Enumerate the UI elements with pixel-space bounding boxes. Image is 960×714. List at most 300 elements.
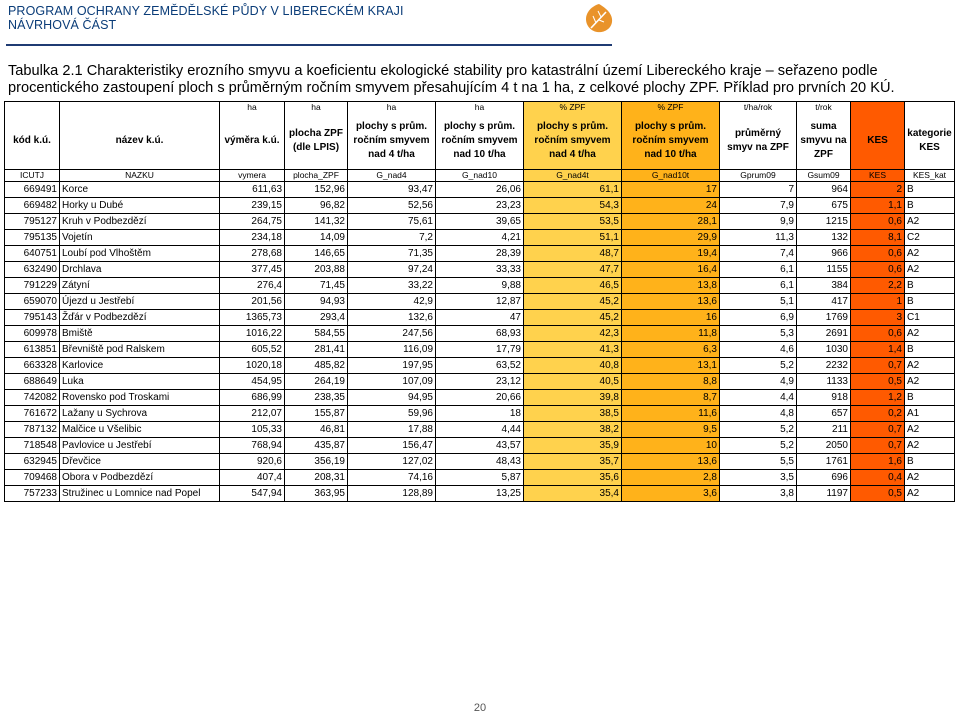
table-cell: 4,8: [720, 406, 797, 422]
unit-cell: ha: [285, 102, 348, 113]
table-cell: 16: [622, 310, 720, 326]
table-cell: Malčice u Všelibic: [60, 422, 220, 438]
table-row: [5, 342, 955, 358]
table-cell: 39,8: [524, 390, 622, 406]
table-cell: 6,1: [720, 262, 797, 278]
column-header: název k.ú.: [60, 112, 220, 170]
unit-cell: t/ha/rok: [720, 102, 797, 113]
table-cell: 2,2: [851, 278, 905, 294]
table-row: [5, 358, 955, 374]
table-cell: 28,39: [436, 246, 524, 262]
unit-cell: [905, 102, 955, 113]
table-cell: 105,33: [220, 422, 285, 438]
table-cell: 8,1: [851, 230, 905, 246]
table-cell: 141,32: [285, 214, 348, 230]
table-cell: Dřevčice: [60, 454, 220, 470]
unit-cell: t/rok: [797, 102, 851, 113]
table-cell: 669491: [5, 182, 60, 198]
table-cell: 47,7: [524, 262, 622, 278]
table-cell: 208,31: [285, 470, 348, 486]
column-header: plocha ZPF (dle LPIS): [285, 112, 348, 170]
field-code-cell: G_nad4: [348, 170, 436, 182]
table-cell: 9,88: [436, 278, 524, 294]
table-cell: 11,8: [622, 326, 720, 342]
table-cell: 264,75: [220, 214, 285, 230]
table-cell: A2: [905, 358, 955, 374]
table-cell: 0,6: [851, 246, 905, 262]
table-cell: 276,4: [220, 278, 285, 294]
column-header: kód k.ú.: [5, 112, 60, 170]
table-cell: 966: [797, 246, 851, 262]
table-row: [5, 438, 955, 454]
table-cell: 48,43: [436, 454, 524, 470]
table-cell: 5,2: [720, 422, 797, 438]
table-cell: 363,95: [285, 486, 348, 502]
table-cell: 485,82: [285, 358, 348, 374]
table-cell: 201,56: [220, 294, 285, 310]
table-cell: Rovensko pod Troskami: [60, 390, 220, 406]
table-cell: 4,4: [720, 390, 797, 406]
table-cell: Lažany u Sychrova: [60, 406, 220, 422]
table-row: [5, 406, 955, 422]
table-cell: 356,19: [285, 454, 348, 470]
table-row: [5, 310, 955, 326]
table-cell: 203,88: [285, 262, 348, 278]
table-cell: 46,81: [285, 422, 348, 438]
table-cell: 787132: [5, 422, 60, 438]
header-section-title: NÁVRHOVÁ ČÁST: [8, 18, 117, 32]
column-header: plochy s prům. ročním smyvem nad 4 t/ha: [348, 112, 436, 170]
table-cell: B: [905, 182, 955, 198]
table-row: [5, 278, 955, 294]
table-cell: 38,2: [524, 422, 622, 438]
table-cell: Karlovice: [60, 358, 220, 374]
table-cell: B: [905, 390, 955, 406]
header-rule: [6, 44, 612, 46]
table-cell: 0,2: [851, 406, 905, 422]
table-cell: 127,02: [348, 454, 436, 470]
table-row: [5, 262, 955, 278]
table-cell: 407,4: [220, 470, 285, 486]
table-cell: 5,87: [436, 470, 524, 486]
table-cell: 5,2: [720, 438, 797, 454]
table-cell: A2: [905, 374, 955, 390]
column-header: průměrný smyv na ZPF: [720, 112, 797, 170]
table-cell: 7,4: [720, 246, 797, 262]
table-cell: 7: [720, 182, 797, 198]
table-cell: 454,95: [220, 374, 285, 390]
table-cell: Újezd u Jestřebí: [60, 294, 220, 310]
table-cell: 5,1: [720, 294, 797, 310]
table-cell: Loubí pod Vlhoštěm: [60, 246, 220, 262]
table-cell: 435,87: [285, 438, 348, 454]
table-cell: 48,7: [524, 246, 622, 262]
erosion-table: [4, 101, 955, 502]
table-cell: B: [905, 198, 955, 214]
table-cell: 1769: [797, 310, 851, 326]
table-cell: 128,89: [348, 486, 436, 502]
table-cell: 238,35: [285, 390, 348, 406]
table-cell: 247,56: [348, 326, 436, 342]
table-cell: 28,1: [622, 214, 720, 230]
table-cell: 13,1: [622, 358, 720, 374]
table-cell: C1: [905, 310, 955, 326]
table-cell: 13,25: [436, 486, 524, 502]
table-cell: 8,7: [622, 390, 720, 406]
table-cell: 5,2: [720, 358, 797, 374]
table-cell: 75,61: [348, 214, 436, 230]
table-cell: 212,07: [220, 406, 285, 422]
table-cell: Pavlovice u Jestřebí: [60, 438, 220, 454]
document-header: [8, 4, 404, 32]
column-header: KES: [851, 112, 905, 170]
table-cell: 23,23: [436, 198, 524, 214]
table-row: [5, 454, 955, 470]
column-header: plochy s prům. ročním smyvem nad 10 t/ha: [436, 112, 524, 170]
table-cell: 281,41: [285, 342, 348, 358]
table-cell: 5,5: [720, 454, 797, 470]
table-cell: 35,7: [524, 454, 622, 470]
table-cell: 1761: [797, 454, 851, 470]
field-code-cell: NAZKU: [60, 170, 220, 182]
table-cell: 234,18: [220, 230, 285, 246]
table-cell: 18: [436, 406, 524, 422]
table-cell: 3,6: [622, 486, 720, 502]
unit-cell: ha: [436, 102, 524, 113]
unit-cell: [60, 102, 220, 113]
table-cell: 278,68: [220, 246, 285, 262]
table-cell: 14,09: [285, 230, 348, 246]
table-row: [5, 326, 955, 342]
table-row: [5, 486, 955, 502]
units-row: [5, 102, 955, 113]
table-cell: 51,1: [524, 230, 622, 246]
table-cell: Obora v Podbezdězí: [60, 470, 220, 486]
table-cell: 6,9: [720, 310, 797, 326]
table-cell: B: [905, 342, 955, 358]
table-cell: Břevniště pod Ralskem: [60, 342, 220, 358]
table-cell: 54,3: [524, 198, 622, 214]
table-cell: 1020,18: [220, 358, 285, 374]
table-row: [5, 390, 955, 406]
table-cell: 40,8: [524, 358, 622, 374]
table-cell: 53,5: [524, 214, 622, 230]
table-cell: 35,4: [524, 486, 622, 502]
field-code-cell: KES: [851, 170, 905, 182]
table-cell: Bmiště: [60, 326, 220, 342]
table-cell: 38,5: [524, 406, 622, 422]
table-cell: 33,33: [436, 262, 524, 278]
table-cell: 0,5: [851, 374, 905, 390]
table-cell: 0,6: [851, 262, 905, 278]
table-cell: Kruh v Podbezdězí: [60, 214, 220, 230]
table-cell: 146,65: [285, 246, 348, 262]
table-cell: 547,94: [220, 486, 285, 502]
table-row: [5, 198, 955, 214]
column-header: plochy s prům. ročním smyvem nad 4 t/ha: [524, 112, 622, 170]
table-cell: 96,82: [285, 198, 348, 214]
column-header: kategorie KES: [905, 112, 955, 170]
table-cell: 17: [622, 182, 720, 198]
table-cell: 9,5: [622, 422, 720, 438]
table-cell: 152,96: [285, 182, 348, 198]
table-row: [5, 374, 955, 390]
table-cell: A2: [905, 438, 955, 454]
table-cell: Stružinec u Lomnice nad Popel: [60, 486, 220, 502]
table-cell: 4,6: [720, 342, 797, 358]
table-cell: 13,6: [622, 454, 720, 470]
table-cell: 9,9: [720, 214, 797, 230]
table-cell: 74,16: [348, 470, 436, 486]
table-cell: 2232: [797, 358, 851, 374]
table-cell: 2691: [797, 326, 851, 342]
table-cell: 663328: [5, 358, 60, 374]
table-cell: A2: [905, 486, 955, 502]
table-cell: 13,8: [622, 278, 720, 294]
unit-cell: ha: [220, 102, 285, 113]
table-cell: 13,6: [622, 294, 720, 310]
table-cell: 718548: [5, 438, 60, 454]
table-row: [5, 422, 955, 438]
table-cell: 23,12: [436, 374, 524, 390]
field-code-cell: G_nad4t: [524, 170, 622, 182]
table-cell: Vojetín: [60, 230, 220, 246]
table-cell: 4,21: [436, 230, 524, 246]
table-cell: 94,93: [285, 294, 348, 310]
table-cell: 417: [797, 294, 851, 310]
table-row: [5, 214, 955, 230]
table-cell: 1,4: [851, 342, 905, 358]
table-cell: 11,3: [720, 230, 797, 246]
table-cell: 45,2: [524, 310, 622, 326]
table-cell: 42,3: [524, 326, 622, 342]
table-cell: 1030: [797, 342, 851, 358]
table-cell: 116,09: [348, 342, 436, 358]
table-cell: 2,8: [622, 470, 720, 486]
unit-cell: % ZPF: [622, 102, 720, 113]
column-header: suma smyvu na ZPF: [797, 112, 851, 170]
table-cell: Horky u Dubé: [60, 198, 220, 214]
table-cell: 795135: [5, 230, 60, 246]
table-cell: 239,15: [220, 198, 285, 214]
table-cell: 1,2: [851, 390, 905, 406]
table-cell: 63,52: [436, 358, 524, 374]
table-cell: 795127: [5, 214, 60, 230]
table-cell: 1,1: [851, 198, 905, 214]
table-cell: 132: [797, 230, 851, 246]
table-cell: A2: [905, 422, 955, 438]
table-cell: Drchlava: [60, 262, 220, 278]
table-cell: 52,56: [348, 198, 436, 214]
table-cell: 93,47: [348, 182, 436, 198]
table-cell: 632945: [5, 454, 60, 470]
field-code-cell: Gsum09: [797, 170, 851, 182]
table-cell: 156,47: [348, 438, 436, 454]
table-row: [5, 182, 955, 198]
table-cell: 7,9: [720, 198, 797, 214]
header-program-title: PROGRAM OCHRANY ZEMĚDĚLSKÉ PŮDY V LIBERECKÉM KRAJI: [8, 4, 404, 18]
table-cell: 1,6: [851, 454, 905, 470]
table-cell: 61,1: [524, 182, 622, 198]
table-cell: 10: [622, 438, 720, 454]
table-cell: 918: [797, 390, 851, 406]
table-cell: 3: [851, 310, 905, 326]
table-cell: A2: [905, 262, 955, 278]
table-cell: 920,6: [220, 454, 285, 470]
table-cell: 709468: [5, 470, 60, 486]
table-cell: 16,4: [622, 262, 720, 278]
table-cell: 71,45: [285, 278, 348, 294]
table-cell: 17,88: [348, 422, 436, 438]
table-cell: 742082: [5, 390, 60, 406]
table-cell: 640751: [5, 246, 60, 262]
field-code-row: [5, 170, 955, 182]
table-cell: 761672: [5, 406, 60, 422]
table-cell: 768,94: [220, 438, 285, 454]
table-cell: 6,3: [622, 342, 720, 358]
table-cell: 1133: [797, 374, 851, 390]
table-cell: 41,3: [524, 342, 622, 358]
table-cell: 293,4: [285, 310, 348, 326]
table-cell: 6,1: [720, 278, 797, 294]
table-cell: 45,2: [524, 294, 622, 310]
table-cell: 42,9: [348, 294, 436, 310]
table-cell: 26,06: [436, 182, 524, 198]
field-code-cell: KES_kat: [905, 170, 955, 182]
table-cell: 0,6: [851, 214, 905, 230]
table-cell: 2: [851, 182, 905, 198]
table-cell: 3,5: [720, 470, 797, 486]
table-cell: 0,7: [851, 438, 905, 454]
field-code-cell: Gprum09: [720, 170, 797, 182]
table-cell: 609978: [5, 326, 60, 342]
table-cell: 1: [851, 294, 905, 310]
unit-cell: ha: [348, 102, 436, 113]
table-cell: 632490: [5, 262, 60, 278]
field-code-cell: plocha_ZPF: [285, 170, 348, 182]
table-cell: C2: [905, 230, 955, 246]
table-cell: 2050: [797, 438, 851, 454]
table-cell: 0,6: [851, 326, 905, 342]
table-cell: 7,2: [348, 230, 436, 246]
table-cell: 1197: [797, 486, 851, 502]
table-cell: 675: [797, 198, 851, 214]
table-row: [5, 246, 955, 262]
table-cell: 155,87: [285, 406, 348, 422]
column-header: plochy s prům. ročním smyvem nad 10 t/ha: [622, 112, 720, 170]
table-cell: 197,95: [348, 358, 436, 374]
page-number: 20: [473, 702, 487, 714]
table-cell: 688649: [5, 374, 60, 390]
table-cell: 5,3: [720, 326, 797, 342]
table-cell: 35,9: [524, 438, 622, 454]
table-cell: 29,9: [622, 230, 720, 246]
table-cell: 377,45: [220, 262, 285, 278]
table-cell: 0,7: [851, 422, 905, 438]
table-cell: 0,4: [851, 470, 905, 486]
table-row: [5, 230, 955, 246]
table-cell: 97,24: [348, 262, 436, 278]
table-caption: Tabulka 2.1 Charakteristiky erozního smyvu a koeficientu ekologické stability pro katastrální území Libereckého kraje – seřazeno podle procentického zastoupení ploch s průměrným ročním smyvem přesahujícím 4 t na 1 ha, z celkové plochy ZPF. Příklad pro prvních 20 KÚ.: [8, 63, 895, 96]
table-cell: A1: [905, 406, 955, 422]
table-cell: 39,65: [436, 214, 524, 230]
unit-cell: [851, 102, 905, 113]
table-cell: 613851: [5, 342, 60, 358]
table-row: [5, 470, 955, 486]
table-cell: 17,79: [436, 342, 524, 358]
table-cell: 4,9: [720, 374, 797, 390]
table-cell: B: [905, 454, 955, 470]
table-cell: 35,6: [524, 470, 622, 486]
table-cell: 59,96: [348, 406, 436, 422]
column-header: výměra k.ú.: [220, 112, 285, 170]
table-cell: 669482: [5, 198, 60, 214]
field-code-cell: ICUTJ: [5, 170, 60, 182]
table-cell: 94,95: [348, 390, 436, 406]
table-cell: 791229: [5, 278, 60, 294]
table-cell: 12,87: [436, 294, 524, 310]
table-cell: 132,6: [348, 310, 436, 326]
table-cell: 40,5: [524, 374, 622, 390]
table-cell: 71,35: [348, 246, 436, 262]
table-cell: B: [905, 278, 955, 294]
table-cell: 107,09: [348, 374, 436, 390]
table-cell: 19,4: [622, 246, 720, 262]
table-cell: A2: [905, 326, 955, 342]
table-cell: 4,44: [436, 422, 524, 438]
table-cell: 0,5: [851, 486, 905, 502]
table-cell: 611,63: [220, 182, 285, 198]
table-cell: 1016,22: [220, 326, 285, 342]
header-row: [5, 112, 955, 170]
table-cell: 757233: [5, 486, 60, 502]
table-cell: 1365,73: [220, 310, 285, 326]
table-cell: 3,8: [720, 486, 797, 502]
table-cell: 696: [797, 470, 851, 486]
field-code-cell: G_nad10: [436, 170, 524, 182]
table-cell: Žďár v Podbezdězí: [60, 310, 220, 326]
leaf-logo-icon: [582, 2, 616, 36]
table-cell: 24: [622, 198, 720, 214]
table-cell: 384: [797, 278, 851, 294]
table-cell: 46,5: [524, 278, 622, 294]
table-cell: 1215: [797, 214, 851, 230]
table-cell: 68,93: [436, 326, 524, 342]
table-cell: 264,19: [285, 374, 348, 390]
table-cell: 795143: [5, 310, 60, 326]
table-cell: 605,52: [220, 342, 285, 358]
field-code-cell: vymera: [220, 170, 285, 182]
table-cell: 584,55: [285, 326, 348, 342]
table-cell: 211: [797, 422, 851, 438]
field-code-cell: G_nad10t: [622, 170, 720, 182]
table-cell: Luka: [60, 374, 220, 390]
table-cell: 47: [436, 310, 524, 326]
table-cell: 657: [797, 406, 851, 422]
table-cell: 11,6: [622, 406, 720, 422]
unit-cell: % ZPF: [524, 102, 622, 113]
table-cell: B: [905, 294, 955, 310]
table-cell: Zátyní: [60, 278, 220, 294]
table-cell: Korce: [60, 182, 220, 198]
table-cell: 686,99: [220, 390, 285, 406]
table-cell: 1155: [797, 262, 851, 278]
table-cell: 20,66: [436, 390, 524, 406]
table-cell: A2: [905, 246, 955, 262]
table-cell: 8,8: [622, 374, 720, 390]
table-cell: A2: [905, 470, 955, 486]
table-cell: 43,57: [436, 438, 524, 454]
